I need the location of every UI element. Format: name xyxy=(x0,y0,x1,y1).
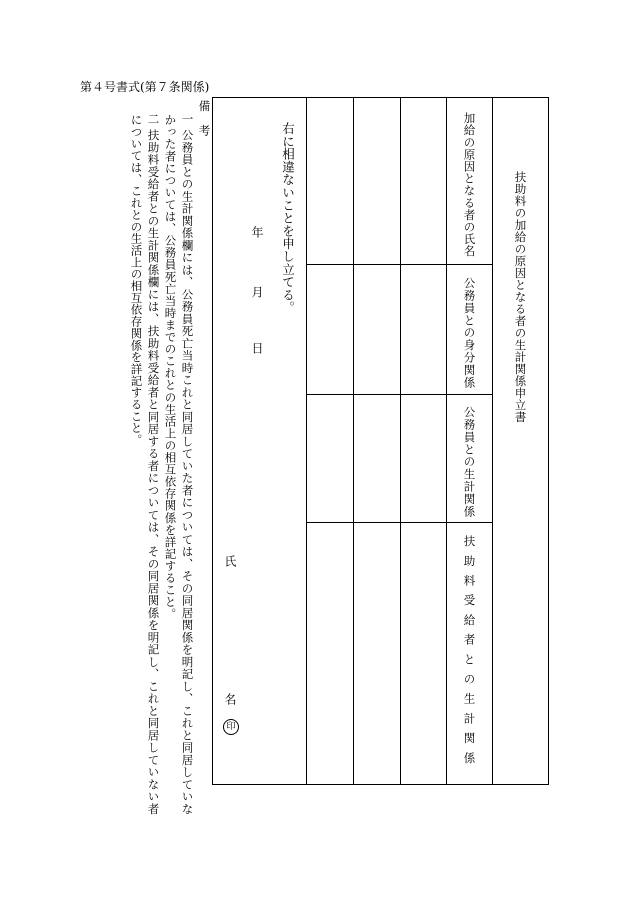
data-column[interactable] xyxy=(307,98,353,784)
data-column[interactable] xyxy=(401,98,446,784)
name-label-second: 名 xyxy=(223,693,237,705)
seal-mark-icon: 印 xyxy=(223,714,239,735)
date-year-label: 年 xyxy=(250,226,264,238)
note-2-number: 二 xyxy=(146,113,161,125)
header-status-relationship: 公務員との身分関係 xyxy=(462,277,477,389)
form-title: 扶助料の加給の原因となる者の生計関係申立書 xyxy=(513,171,528,423)
data-column[interactable] xyxy=(354,98,400,784)
date-day-label: 日 xyxy=(250,342,264,354)
column-divider xyxy=(492,98,493,784)
notes-heading: 備 考 xyxy=(197,100,212,137)
note-1-line-2: かった者については、公務員死亡当時までのこれとの生活上の相互依存関係を詳記すること。 xyxy=(163,114,178,621)
note-2-line-1: 扶助料受給者との生計関係欄には、扶助料受給者と同居する者については、その同居関係を明記し、これと同居していない者 xyxy=(146,129,161,815)
note-1-number: 一 xyxy=(180,113,195,125)
declaration-statement: 右に相違ないことを申し立てる。 xyxy=(280,122,296,314)
name-label-first: 氏 xyxy=(223,555,237,567)
form-number-label: 第４号書式(第７条関係) xyxy=(80,80,210,94)
note-2-line-2: については、これとの生活上の相互依存関係を詳記すること。 xyxy=(129,114,144,446)
header-name-of-person: 加給の原因となる者の氏名 xyxy=(462,112,477,258)
note-1-line-1: 公務員との生計関係欄には、公務員死亡当時これと同居していた者については、その同居関係を明記し、これと同居していな xyxy=(180,129,195,815)
header-livelihood-with-official: 公務員との生計関係 xyxy=(462,406,477,518)
date-month-label: 月 xyxy=(250,286,264,298)
header-livelihood-with-recipient: 扶助料受給者との生計関係 xyxy=(462,535,477,772)
declaration-table xyxy=(212,97,549,785)
column-divider xyxy=(446,98,447,784)
